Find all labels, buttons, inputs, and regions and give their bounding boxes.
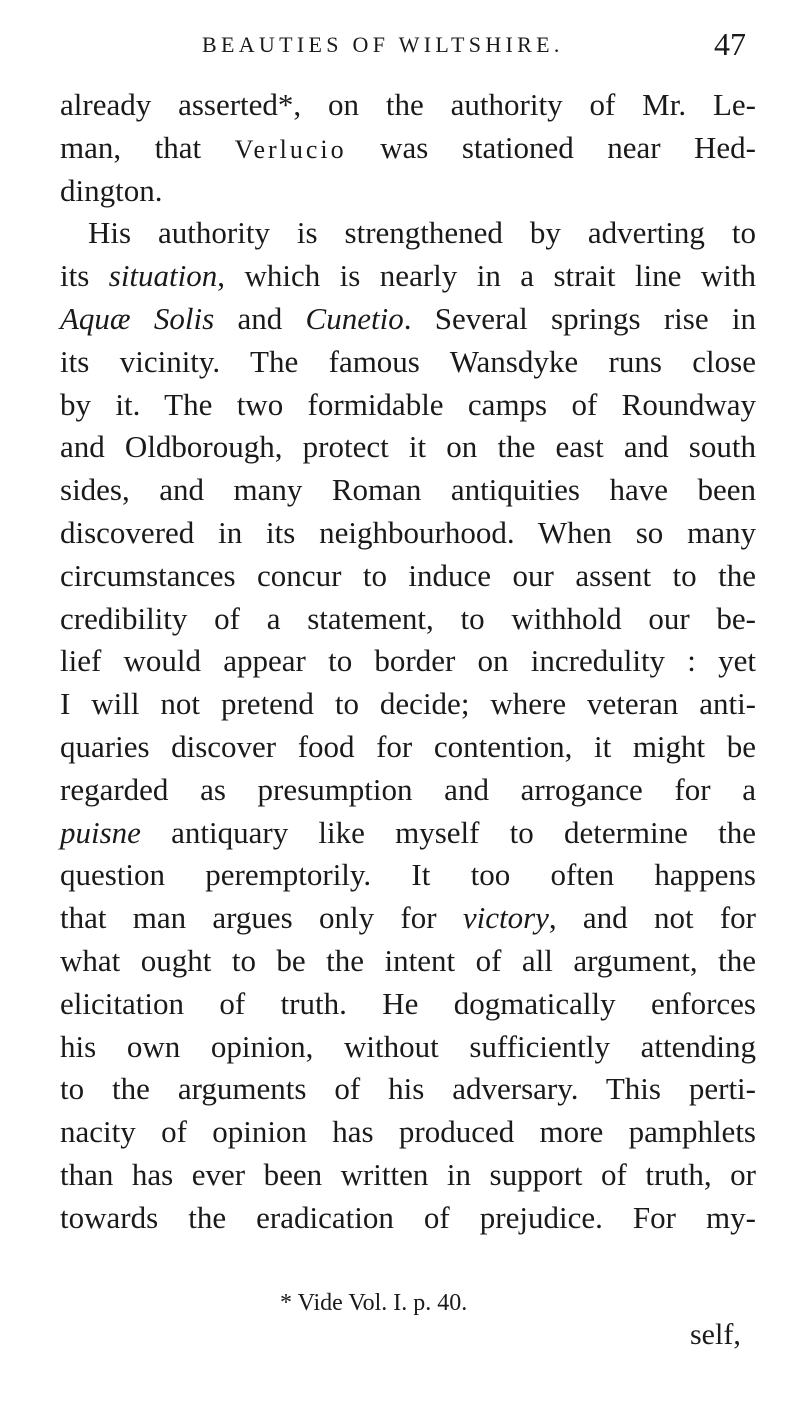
text-span: circumstances concur to induce our assent to the: [60, 557, 756, 593]
text-line: [60, 127, 756, 170]
text-line: [60, 769, 756, 812]
text-span: dington.: [60, 172, 163, 208]
italic-text: victory: [462, 900, 549, 936]
body-text: [60, 84, 756, 1240]
text-line: [60, 426, 756, 469]
text-span: towards the eradication of prejudice. For my-: [60, 1199, 756, 1235]
text-span: His authority is strengthened by adverting to: [88, 215, 756, 251]
text-span: , which is nearly in a strait line with: [217, 258, 756, 294]
text-span: already asserted*, on the authority of Mr. Le-: [60, 87, 756, 122]
text-line: [60, 255, 756, 298]
text-span: his own opinion, without sufficiently attending: [60, 1028, 756, 1064]
text-line: [60, 384, 756, 427]
text-span: . Several springs rise in: [403, 300, 757, 336]
text-span: antiquary like myself to determine the: [140, 814, 756, 850]
text-line: [60, 298, 756, 341]
text-line: [60, 555, 756, 598]
text-line: [60, 1068, 756, 1111]
text-line: [60, 812, 756, 855]
text-line: [60, 469, 756, 512]
text-line: [60, 983, 756, 1026]
text-line: [60, 897, 756, 940]
text-span: that man argues only for: [60, 900, 463, 936]
text-span: than has ever been written in support of truth, or: [60, 1156, 756, 1192]
text-span: discovered in its neighbourhood. When so many: [60, 514, 756, 550]
text-line: [60, 170, 756, 213]
small-caps-text: Verlucio: [234, 134, 347, 164]
page-number: 47: [714, 26, 746, 62]
text-span: by it. The two formidable camps of Roundway: [60, 386, 756, 422]
text-line: [60, 726, 756, 769]
text-span: elicitation of truth. He dogmatically enforces: [60, 985, 756, 1021]
text-span: quaries discover food for contention, it might be: [60, 728, 756, 764]
text-span: lief would appear to border on incredulity : yet: [60, 643, 756, 679]
text-span: sides, and many Roman antiquities have been: [60, 472, 756, 508]
text-span: credibility of a statement, to withhold our be-: [60, 600, 756, 636]
italic-text: Cunetio: [305, 300, 404, 336]
text-line: [60, 640, 756, 683]
text-line: [60, 1154, 756, 1197]
text-line: [60, 1026, 756, 1069]
text-span: I will not pretend to decide; where veteran anti-: [60, 686, 756, 722]
text-line: [60, 940, 756, 983]
text-span: was stationed near Hed-: [346, 129, 756, 165]
text-span: and: [214, 300, 306, 336]
italic-text: situation: [108, 258, 218, 294]
italic-text: puisne: [60, 814, 141, 850]
text-line: [60, 683, 756, 726]
italic-text: Aquæ Solis: [60, 300, 215, 336]
text-span: and Oldborough, protect it on the east and south: [60, 429, 756, 465]
text-span: question peremptorily. It too often happens: [60, 857, 756, 893]
text-span: its vicinity. The famous Wansdyke runs close: [60, 343, 756, 379]
text-span: , and not for: [548, 900, 756, 936]
running-title: BEAUTIES OF WILTSHIRE.: [202, 32, 564, 57]
text-line: [60, 84, 756, 127]
text-line: [60, 1111, 756, 1154]
running-head: [0, 26, 800, 70]
text-line: [60, 598, 756, 641]
text-span: nacity of opinion has produced more pamphlets: [60, 1114, 756, 1150]
catchword: self,: [690, 1318, 741, 1351]
text-span: regarded as presumption and arrogance for a: [60, 771, 756, 807]
text-span: its: [60, 258, 109, 294]
text-line: [60, 1197, 756, 1240]
text-span: to the arguments of his adversary. This perti-: [60, 1071, 756, 1107]
text-span: what ought to be the intent of all argument, the: [60, 942, 756, 978]
text-line: [60, 341, 756, 384]
text-line: [60, 512, 756, 555]
text-span: man, that: [60, 129, 235, 165]
footnote: * Vide Vol. I. p. 40.: [280, 1290, 468, 1316]
text-line: [60, 212, 756, 255]
text-line: [60, 854, 756, 897]
